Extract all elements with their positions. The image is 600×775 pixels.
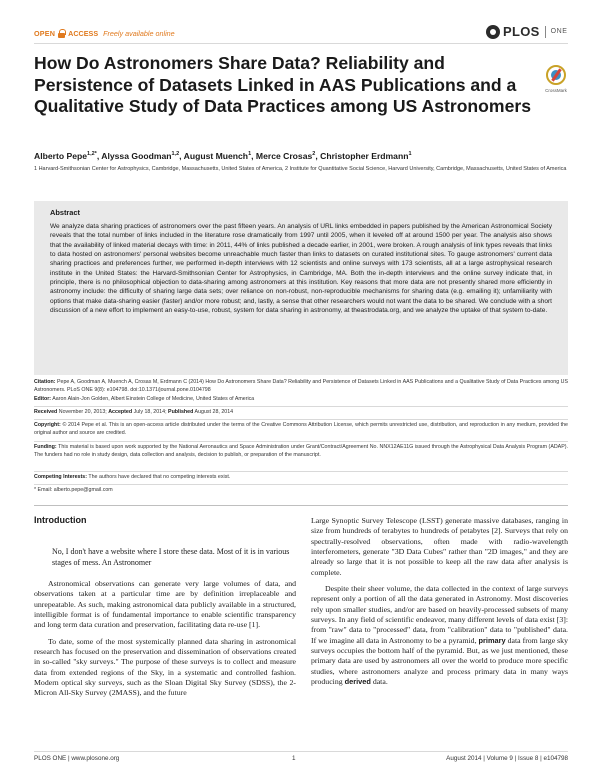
meta-divider: [34, 419, 568, 420]
author: Merce Crosas$^2$,: [255, 151, 321, 161]
body-paragraph: Astronomical observations can generate very large volumes of data, and observations taken at a particular time are by definition irreplaceable and unrepeatable. As such, making astronomical data publicly available in a structured, intelligible format is of fundamental importance to enable scientific transparency and long term data curation and preservation, facilitating data re-use [1].: [34, 579, 296, 630]
body-column-left: [34, 579, 296, 705]
email-line: * Email: alberto.pepe@gmail.com: [34, 487, 113, 493]
issue-info: August 2014 | Volume 9 | Issue 8 | e104798: [446, 755, 568, 762]
abstract-heading: Abstract: [50, 208, 80, 217]
plos-mark-icon: [486, 25, 500, 39]
open-access-banner: [34, 29, 175, 38]
section-divider: [34, 505, 568, 506]
footer-journal: PLOS ONE | www.plosone.org: [34, 755, 120, 762]
copyright-line: Copyright: © 2014 Pepe et al. This is an open-access article distributed under the terms of the Creative Commons Attribution License, which permits unrestricted use, distribution, and reproduction in any medium, provided the original author and source are credited.: [34, 422, 568, 436]
journal-name: ONE: [550, 28, 568, 35]
funding-line: Funding: This material is based upon work supported by the National Aeronautics and Space Administration under Grant/Contract/Agreement No. NNX12AE11G issued through the Astrophysical Data Analysis Program (ADAP). The funders had no role in study design, data collection and analysis, decision to publish, or preparation of the manuscript.: [34, 444, 568, 458]
author-list: [34, 151, 564, 161]
editor-line: Editor: Aaron Alain-Jon Golden, Albert Einstein College of Medicine, United States of America: [34, 396, 255, 402]
footer-divider: [34, 751, 568, 752]
meta-divider: [34, 406, 568, 407]
body-column-right: [311, 516, 568, 694]
body-paragraph: To date, some of the most systemically planned data sharing in astronomical research has focused on the preservation and dissemination of observations created in so-called "sky surveys." The purpose of these surveys is to collect and measure data from extended regions of the Sky, in a systematic and controlled fashion. Modern optical sky surveys, such as the Sloan Digital Sky Survey (SDSS), the 2-Micron All-Sky Survey (2MASS), and the future: [34, 636, 296, 698]
header-divider: [34, 43, 568, 44]
affiliations: 1 Harvard-Smithsonian Center for Astrophysics, Cambridge, Massachusetts, United States of America, 2 Institute for Quantitative Social Science, Harvard University, Cambridge, Massachusetts, United States of America: [34, 166, 567, 172]
plos-brand: PLOS: [503, 24, 540, 39]
abstract-text: We analyze data sharing practices of astronomers over the past fifteen years. An analysis of URL links embedded in papers published by the American Astronomical Society reveals that the total number of links included in the literature rose dramatically from 1997 until 2005, when it leveled off at around 1500 per year. The analysis also shows that the availability of linked material decays with time: in 2011, 44% of links published a decade earlier, in 2001, were broken. A rough analysis of link types reveals that links to data hosted on astronomers' personal websites become unreachable much faster than links to datasets on curated institutional sites. To gauge astronomers' current data sharing practices and preferences further, we performed in-depth interviews with 12 scientists and online surveys with 173 scientists, all at a large astrophysical research institute in the United States: the Harvard-Smithsonian Center for Astrophysics, in Cambridge, MA. Both the in-depth interviews and the online survey indicate that, in principle, there is no philosophical objection to data-sharing among astronomers at this institution. Key reasons that more data are not presently shared more efficiently in astronomy include: the difficulty of sharing large data sets; over reliance on non-robust, non-reproducible mechanisms for sharing data (e.g. emailing it); unfamiliarity with options that make data-sharing easier (faster) and/or more robust; and, lastly, a sense that other researchers would not want the data to be shared. We conclude with a short discussion of a new effort to implement an easy-to-use, robust, system for data sharing in astronomy, at theastrodata.org, and we analyze the uptake of that system to-date.: [50, 223, 552, 315]
crossmark-label: CrossMark: [545, 88, 567, 93]
page-number: 1: [292, 755, 296, 762]
body-paragraph: Despite their sheer volume, the data collected in the context of large surveys represent only a portion of all the data generated in Astronomy. Most discoveries rely upon smaller studies, and/or are based on heavily-processed subsets of many surveys. In any field of scientific endeavor, many different levels of data exist [3]: from "raw" data to "processed" data, from "calibration" data to "published" data. If we imagine all data in Astronomy to be a pyramid, primary data from large sky surveys occupies the bottom half of the pyramid. But, as we just mentioned, these primary data are used by astronomers all over the world to produce more specific studies, where astronomers analyze and process primary data in many ways producing derived data.: [311, 584, 568, 687]
crossmark-icon: [546, 65, 566, 85]
author-email-link[interactable]: alberto.pepe@gmail.com: [53, 487, 113, 493]
body-paragraph: Large Synoptic Survey Telescope (LSST) generate massive databases, ranging in size from hundreds of terabytes to hundreds of petabytes [2]. Surveys that rely on spectrally-resolved observations, often made with radio-wavelength interferometers, generate "3D Data Cubes" rather than "2D images," and they are already so large that it is not possible to keep all the raw data after analysis is complete.: [311, 516, 568, 577]
logo-divider: [545, 26, 546, 38]
author: Alberto Pepe$^{1,2*}$,: [34, 151, 102, 161]
access-label: ACCESS: [68, 29, 99, 38]
crossmark-badge[interactable]: [545, 65, 567, 101]
competing-interests-line: Competing Interests: The authors have declared that no competing interests exist.: [34, 474, 231, 480]
dates-line: Received November 20, 2013; Accepted July 18, 2014; Published August 28, 2014: [34, 409, 234, 415]
journal-website-link[interactable]: www.plosone.org: [71, 755, 120, 762]
meta-divider: [34, 441, 568, 442]
author: August Muench$^1$,: [183, 151, 256, 161]
meta-divider: [34, 471, 568, 472]
article-title: How Do Astronomers Share Data? Reliability and Persistence of Datasets Linked in AAS Publications and a Qualitative Study of Data Practices among US Astronomers: [34, 53, 531, 116]
epigraph-quote: No, I don't have a website where I store these data. Most of it is in various stages of mess. An Astronomer: [52, 547, 290, 567]
author: Alyssa Goodman$^{1,2}$,: [101, 151, 184, 161]
citation-line: Citation: Pepe A, Goodman A, Muench A, Crosas M, Erdmann C (2014) How Do Astronomers Share Data? Reliability and Persistence of Datasets Linked in AAS Publications and a Qualitative Study of Data Practices among US Astronomers. PLoS ONE 9(8): e104798. doi:10.1371/journal.pone.0104798: [34, 379, 568, 393]
introduction-heading: Introduction: [34, 515, 87, 525]
open-label: OPEN: [34, 29, 56, 38]
abstract-box: [34, 201, 568, 375]
open-lock-icon: [58, 29, 65, 38]
plos-one-logo: [486, 24, 568, 39]
freely-available-label: Freely available online: [103, 29, 175, 38]
meta-divider: [34, 484, 568, 485]
author: Christopher Erdmann$^1$: [320, 151, 412, 161]
